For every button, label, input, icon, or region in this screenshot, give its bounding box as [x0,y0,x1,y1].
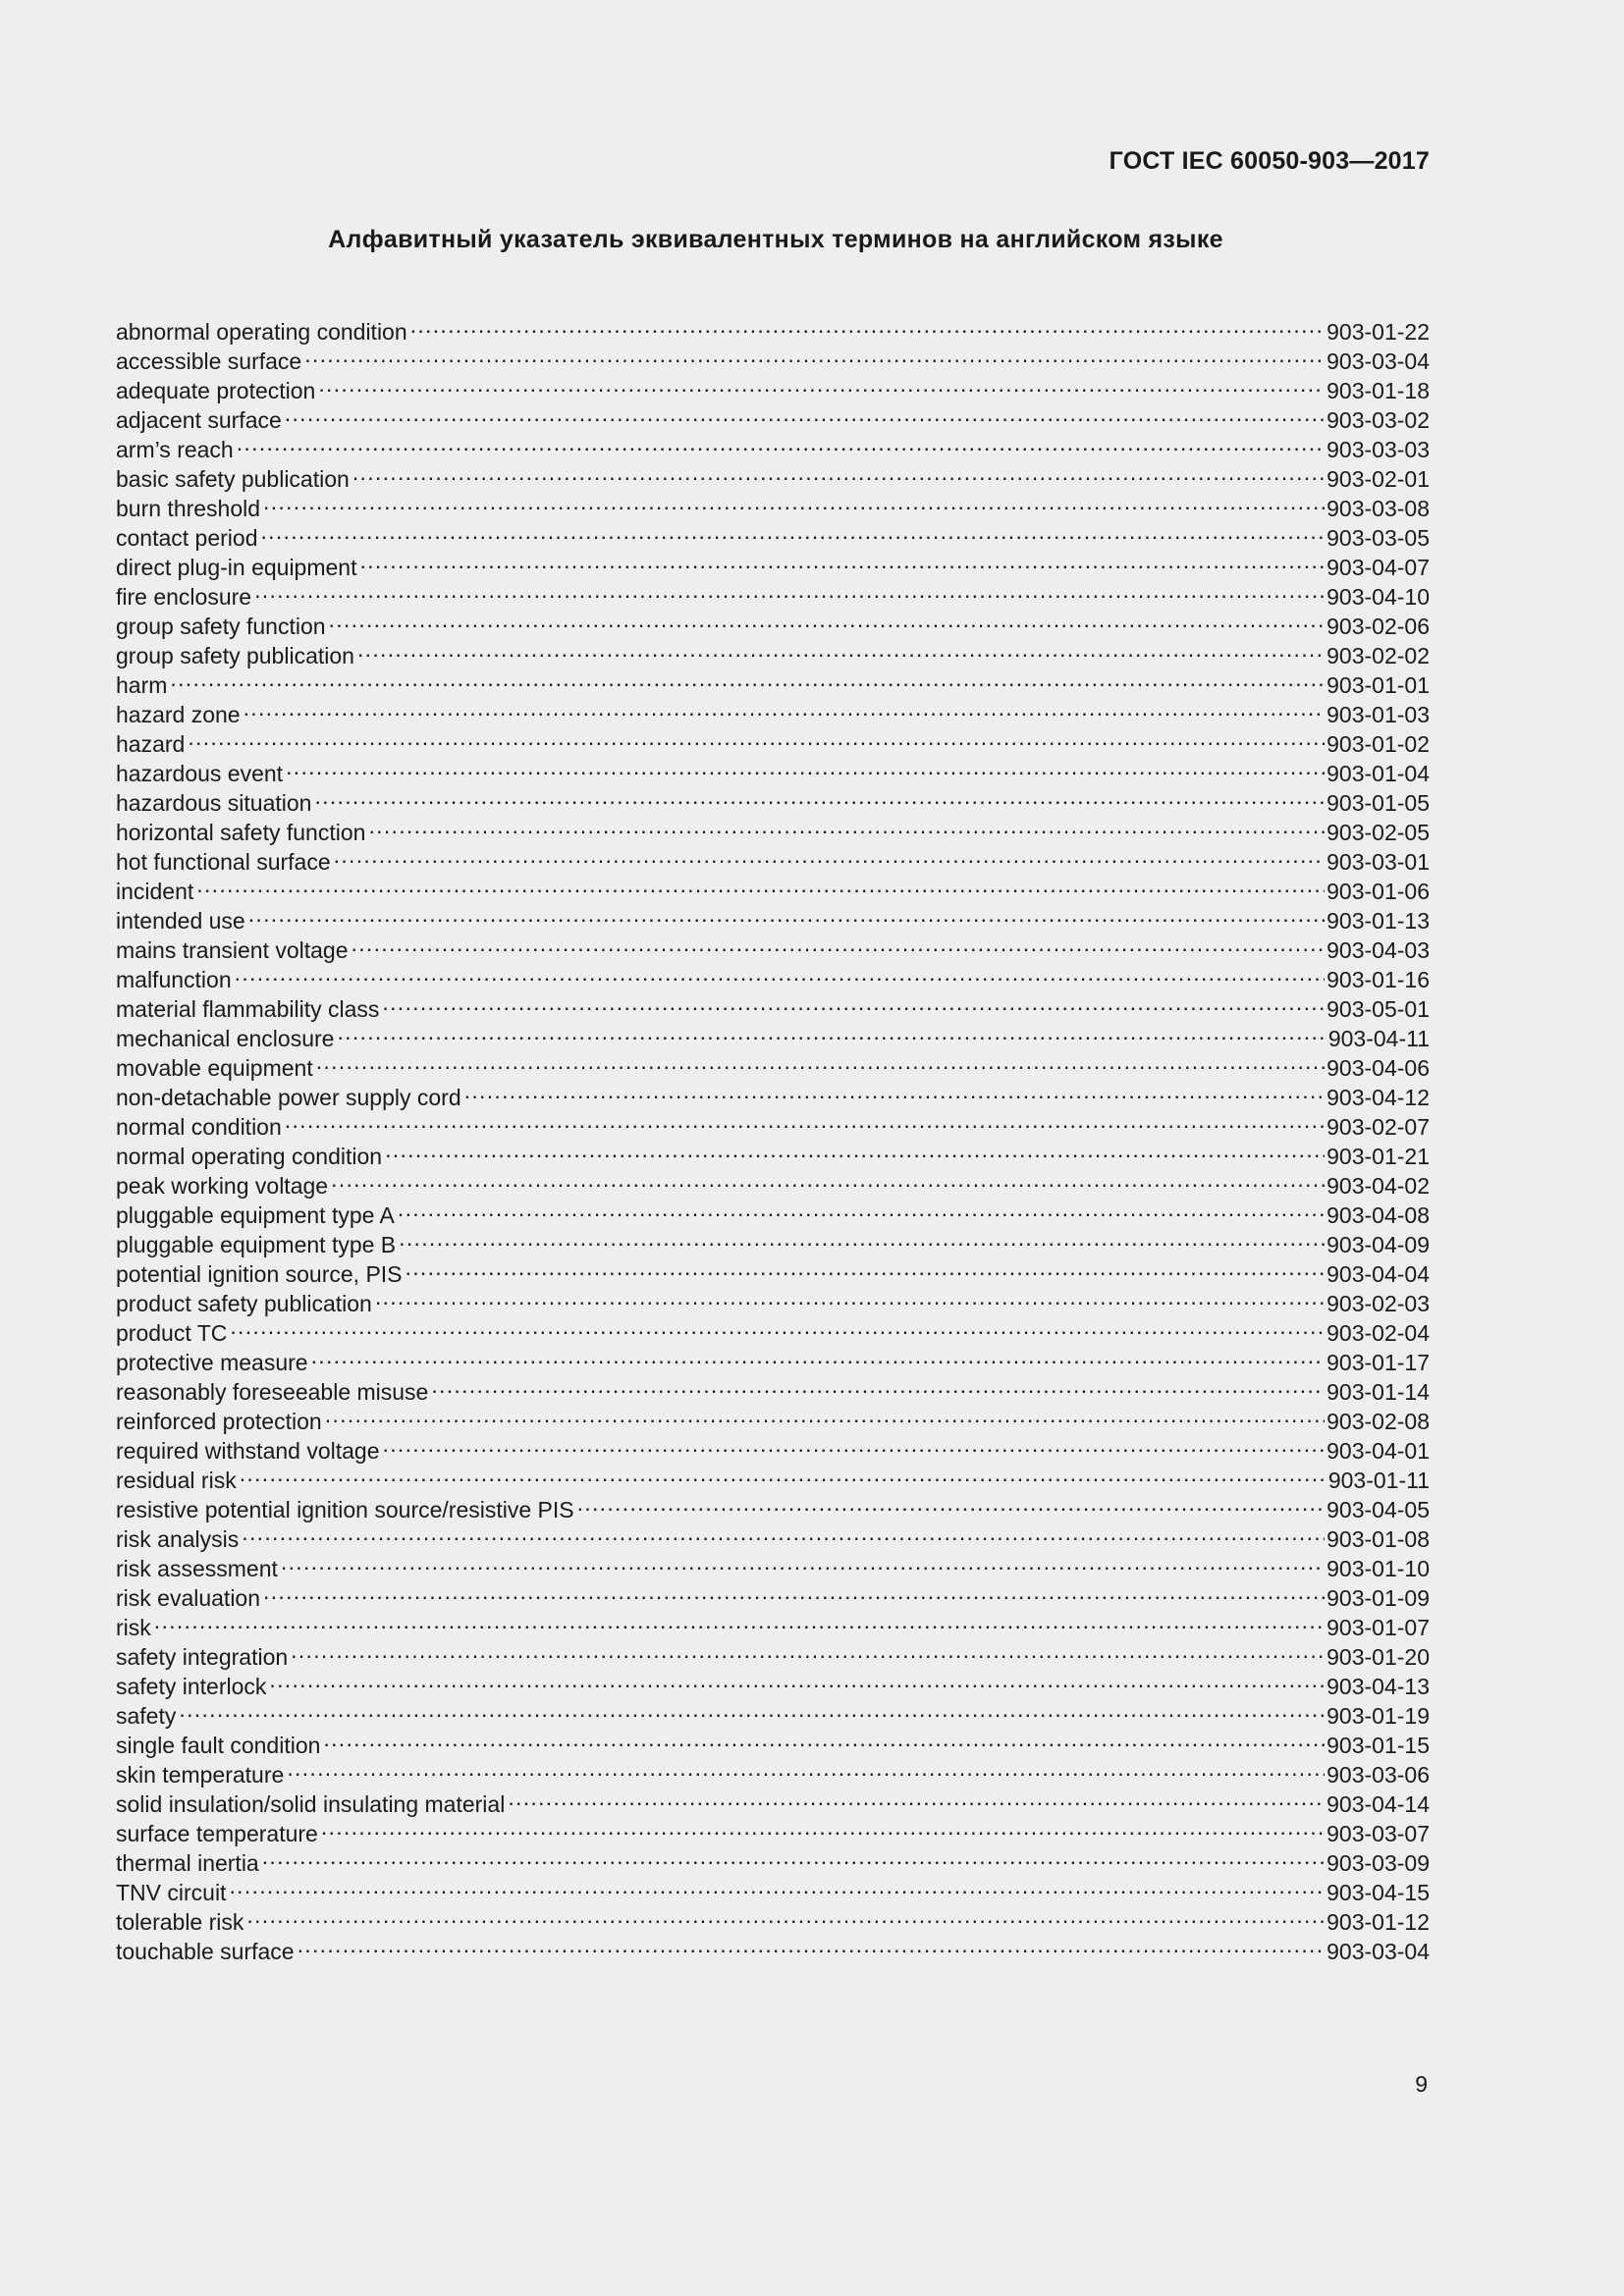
index-title: Алфавитный указатель эквивалентных терминов на английском языке [328,226,1223,253]
index-entry [116,1665,1430,1699]
entry-code: 903-01-01 [1326,672,1430,698]
entry-code: 903-01-13 [1326,908,1430,934]
entry-code: 903-04-05 [1326,1497,1430,1522]
dot-leader [375,1282,1325,1311]
entry-code: 903-01-12 [1326,1909,1430,1935]
entry-term: safety [116,1703,177,1729]
entry-term: mechanical enclosure [116,1026,335,1051]
dot-leader [254,575,1325,605]
index-entry [116,1694,1430,1729]
dot-leader [318,369,1325,399]
dot-leader [304,340,1325,369]
index-entry [116,1135,1430,1169]
index-entry [116,1606,1430,1640]
index-entry [116,1930,1430,1964]
index-entry [116,1547,1430,1581]
index-entry [116,487,1430,521]
entry-term: direct plug-in equipment [116,555,357,580]
dot-leader [331,1164,1325,1194]
entry-code: 903-01-02 [1326,731,1430,757]
entry-code: 903-02-07 [1326,1114,1430,1140]
entry-term: solid insulation/solid insulating material [116,1791,506,1817]
dot-leader [237,428,1325,457]
entry-term: product TC [116,1320,228,1346]
index-entry [116,693,1430,727]
index-entry [116,870,1430,904]
entry-term: surface temperature [116,1821,318,1846]
index-entry [116,1341,1430,1375]
entry-term: reasonably foreseeable misuse [116,1379,429,1405]
entry-term: group safety function [116,614,326,639]
index-entry [116,988,1430,1022]
entry-code: 903-03-02 [1326,407,1430,433]
dot-leader [383,1429,1326,1459]
entry-code: 903-01-07 [1326,1615,1430,1640]
index-entry [116,340,1430,374]
dot-leader [321,1812,1325,1842]
index-entry [116,1753,1430,1788]
entry-code: 903-04-04 [1326,1261,1430,1287]
index-entry [116,929,1430,963]
index-entry [116,1871,1430,1905]
dot-leader [242,1518,1325,1547]
entry-code: 903-01-15 [1326,1733,1430,1758]
index-entry [116,1459,1430,1493]
entry-term: incident [116,879,194,904]
dot-leader [188,722,1325,752]
entry-term: hot functional surface [116,849,331,875]
dot-leader [298,1930,1326,1959]
entry-term: peak working voltage [116,1173,329,1199]
entry-term: normal operating condition [116,1144,383,1169]
index-entry [116,1635,1430,1670]
entry-term: basic safety publication [116,466,350,492]
dot-leader [323,1724,1325,1753]
entry-code: 903-04-09 [1326,1232,1430,1257]
entry-term: risk evaluation [116,1585,261,1611]
index-entry [116,781,1430,816]
index-entry [116,310,1430,345]
entry-code: 903-01-18 [1326,378,1430,403]
dot-leader [248,899,1325,929]
index-entry [116,605,1430,639]
dot-leader [337,1017,1326,1046]
entry-code: 903-01-21 [1326,1144,1430,1169]
index-entry [116,1518,1430,1552]
dot-leader [368,811,1325,840]
index-entry [116,546,1430,580]
entry-term: risk [116,1615,151,1640]
entry-code: 903-04-06 [1326,1055,1430,1081]
entry-code: 903-03-01 [1326,849,1430,875]
dot-leader [154,1606,1325,1635]
entry-code: 903-04-08 [1326,1202,1430,1228]
entry-term: abnormal operating condition [116,319,407,345]
entry-code: 903-04-14 [1326,1791,1430,1817]
dot-leader [316,1046,1325,1076]
entry-code: 903-04-02 [1326,1173,1430,1199]
entry-term: TNV circuit [116,1880,227,1905]
entry-term: protective measure [116,1350,308,1375]
entry-code: 903-03-04 [1326,1939,1430,1964]
entry-term: non-detachable power supply cord [116,1085,461,1110]
dot-leader [287,1753,1325,1783]
entry-code: 903-04-10 [1326,584,1430,610]
dot-leader [229,1871,1325,1900]
entry-term: potential ignition source, PIS [116,1261,403,1287]
entry-code: 903-05-01 [1326,996,1430,1022]
entry-term: group safety publication [116,643,354,668]
index-entry [116,1842,1430,1876]
dot-leader [352,929,1326,958]
dot-leader [325,1400,1325,1429]
index-list [116,310,1430,1964]
entry-code: 903-01-06 [1326,879,1430,904]
entry-term: risk analysis [116,1526,240,1552]
dot-leader [385,1135,1325,1164]
entry-term: tolerable risk [116,1909,244,1935]
entry-code: 903-03-06 [1326,1762,1430,1788]
entry-code: 903-03-04 [1326,348,1430,374]
entry-term: risk assessment [116,1556,278,1581]
entry-code: 903-02-04 [1326,1320,1430,1346]
dot-leader [352,457,1325,487]
dot-leader [262,1842,1325,1871]
entry-term: hazardous situation [116,790,312,816]
dot-leader [179,1694,1325,1724]
document-code-header: ГОСТ IEC 60050-903—2017 [1109,147,1430,175]
index-entry [116,575,1430,610]
index-entry [116,1370,1430,1405]
entry-term: intended use [116,908,245,934]
entry-term: accessible surface [116,348,302,374]
dot-leader [329,605,1326,634]
entry-term: touchable surface [116,1939,295,1964]
entry-code: 903-04-07 [1326,555,1430,580]
entry-term: product safety publication [116,1291,372,1316]
entry-term: required withstand voltage [116,1438,380,1464]
entry-term: horizontal safety function [116,820,366,845]
dot-leader [286,752,1325,781]
index-entry [116,1105,1430,1140]
index-entry [116,722,1430,757]
dot-leader [406,1253,1326,1282]
entry-code: 903-02-05 [1326,820,1430,845]
entry-term: movable equipment [116,1055,313,1081]
entry-code: 903-01-09 [1326,1585,1430,1611]
index-entry [116,664,1430,698]
entry-code: 903-01-04 [1326,761,1430,786]
entry-code: 903-02-01 [1326,466,1430,492]
entry-term: mains transient voltage [116,937,349,963]
entry-term: fire enclosure [116,584,252,610]
page-number: 9 [1415,2071,1428,2097]
entry-code: 903-04-15 [1326,1880,1430,1905]
entry-term: hazard zone [116,702,241,727]
entry-term: resistive potential ignition source/resistive PIS [116,1497,574,1522]
dot-leader [246,1900,1325,1930]
entry-code: 903-04-03 [1326,937,1430,963]
entry-code: 903-02-03 [1326,1291,1430,1316]
entry-term: thermal inertia [116,1850,259,1876]
entry-term: harm [116,672,168,698]
entry-code: 903-03-07 [1326,1821,1430,1846]
entry-term: malfunction [116,967,232,992]
dot-leader [382,988,1325,1017]
index-entry [116,1724,1430,1758]
dot-leader [281,1547,1325,1576]
entry-code: 903-03-03 [1326,437,1430,462]
entry-code: 903-01-17 [1326,1350,1430,1375]
entry-code: 903-01-03 [1326,702,1430,727]
entry-code: 903-04-01 [1326,1438,1430,1464]
entry-term: contact period [116,525,258,551]
dot-leader [314,781,1325,811]
index-entry [116,958,1430,992]
entry-term: normal condition [116,1114,282,1140]
dot-leader [285,399,1325,428]
dot-leader [508,1783,1325,1812]
index-entry [116,1488,1430,1522]
entry-code: 903-01-19 [1326,1703,1430,1729]
entry-code: 903-02-02 [1326,643,1430,668]
entry-term: adequate protection [116,378,316,403]
entry-term: pluggable equipment type A [116,1202,395,1228]
entry-code: 903-03-08 [1326,496,1430,521]
dot-leader [263,1576,1325,1606]
index-entry [116,369,1430,403]
dot-leader [359,546,1325,575]
entry-code: 903-03-05 [1326,525,1430,551]
dot-leader [240,1459,1326,1488]
entry-code: 903-04-11 [1327,1026,1430,1051]
entry-code: 903-01-22 [1326,319,1430,345]
entry-code: 903-03-09 [1326,1850,1430,1876]
index-entry [116,1311,1430,1346]
dot-leader [269,1665,1325,1694]
entry-code: 903-04-13 [1326,1674,1430,1699]
entry-term: hazard [116,731,186,757]
dot-leader [291,1635,1325,1665]
entry-term: hazardous event [116,761,284,786]
dot-leader [244,693,1326,722]
entry-term: residual risk [116,1468,237,1493]
entry-term: safety interlock [116,1674,267,1699]
entry-code: 903-01-08 [1326,1526,1430,1552]
dot-leader [431,1370,1325,1400]
index-entry [116,399,1430,433]
index-entry [116,516,1430,551]
dot-leader [235,958,1326,988]
index-entry [116,1900,1430,1935]
dot-leader [311,1341,1326,1370]
entry-code: 903-02-06 [1326,614,1430,639]
index-entry [116,457,1430,492]
dot-leader [577,1488,1326,1518]
dot-leader [410,310,1325,340]
entry-term: arm’s reach [116,437,234,462]
entry-term: adjacent surface [116,407,282,433]
entry-term: single fault condition [116,1733,321,1758]
dot-leader [334,840,1326,870]
entry-code: 903-01-10 [1326,1556,1430,1581]
entry-code: 903-01-14 [1326,1379,1430,1405]
dot-leader [196,870,1325,899]
entry-term: safety integration [116,1644,289,1670]
dot-leader [357,634,1325,664]
dot-leader [464,1076,1326,1105]
dot-leader [285,1105,1325,1135]
entry-code: 903-01-05 [1326,790,1430,816]
entry-code: 903-02-08 [1326,1409,1430,1434]
entry-code: 903-01-11 [1327,1468,1430,1493]
entry-term: burn threshold [116,496,261,521]
dot-leader [399,1223,1325,1253]
dot-leader [170,664,1325,693]
entry-code: 903-01-16 [1326,967,1430,992]
index-entry [116,899,1430,934]
index-entry [116,428,1430,462]
entry-term: material flammability class [116,996,380,1022]
dot-leader [260,516,1325,546]
entry-term: skin temperature [116,1762,285,1788]
entry-code: 903-01-20 [1326,1644,1430,1670]
dot-leader [230,1311,1325,1341]
entry-code: 903-04-12 [1326,1085,1430,1110]
dot-leader [263,487,1325,516]
index-entry [116,1576,1430,1611]
index-entry [116,752,1430,786]
entry-term: reinforced protection [116,1409,322,1434]
index-entry [116,1783,1430,1817]
entry-term: pluggable equipment type B [116,1232,397,1257]
dot-leader [398,1194,1325,1223]
